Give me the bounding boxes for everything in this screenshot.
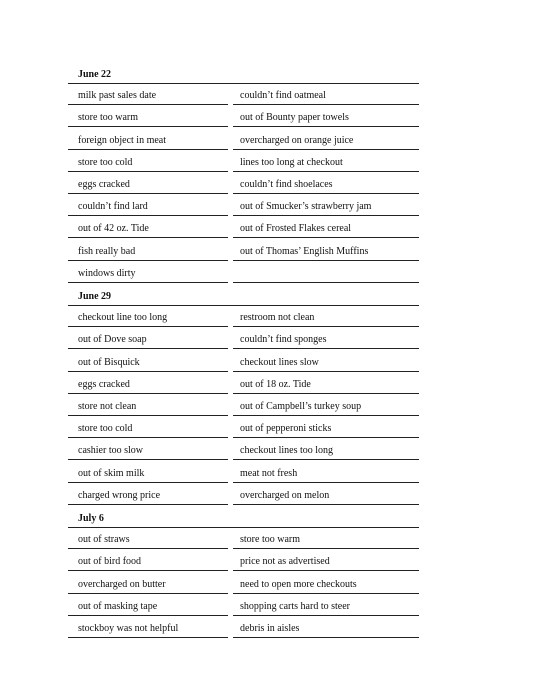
complaint-cell-left bbox=[68, 239, 228, 261]
section-date-label: July 6 bbox=[78, 513, 104, 524]
complaint-text: out of Bisquick bbox=[78, 356, 140, 368]
complaint-cell-right bbox=[233, 305, 419, 327]
complaint-cell-left bbox=[68, 372, 228, 394]
complaint-text: couldn’t find oatmeal bbox=[240, 90, 326, 102]
complaint-cell-right bbox=[233, 327, 419, 349]
complaint-text: out of straws bbox=[78, 534, 130, 546]
section-date-label: June 22 bbox=[78, 69, 112, 80]
complaint-cell-right bbox=[233, 372, 419, 394]
complaint-text: charged wrong price bbox=[78, 489, 161, 501]
complaint-text: milk past sales date bbox=[78, 90, 157, 102]
complaint-cell-right bbox=[233, 350, 419, 372]
complaint-row bbox=[0, 416, 548, 438]
complaint-text: restroom not clean bbox=[240, 312, 315, 324]
complaint-row bbox=[0, 350, 548, 372]
complaint-row bbox=[0, 616, 548, 638]
complaint-text: out of masking tape bbox=[78, 600, 158, 612]
complaint-cell-right bbox=[233, 549, 419, 571]
complaint-cell-right bbox=[233, 461, 419, 483]
complaint-cell-left bbox=[68, 549, 228, 571]
complaint-text: out of skim milk bbox=[78, 467, 145, 479]
complaint-text: need to open more checkouts bbox=[240, 578, 357, 590]
complaint-cell-right bbox=[233, 572, 419, 594]
complaint-cell-right bbox=[233, 150, 419, 172]
complaint-cell-right bbox=[233, 527, 419, 549]
complaint-cell-left bbox=[68, 461, 228, 483]
complaint-text: checkout lines slow bbox=[240, 356, 319, 368]
complaint-cell-left bbox=[68, 216, 228, 238]
complaint-cell-left bbox=[68, 416, 228, 438]
complaint-cell-right bbox=[233, 83, 419, 105]
complaint-row bbox=[0, 128, 548, 150]
section-date-header bbox=[68, 61, 419, 84]
complaint-row bbox=[0, 83, 548, 105]
complaint-cell-right bbox=[233, 483, 419, 505]
complaint-row bbox=[0, 261, 548, 283]
complaint-cell-right bbox=[233, 394, 419, 416]
complaint-cell-left bbox=[68, 172, 228, 194]
complaint-text: lines too long at checkout bbox=[240, 156, 343, 168]
complaint-text: cashier too slow bbox=[78, 445, 143, 457]
complaint-text: eggs cracked bbox=[78, 378, 130, 390]
complaint-text: couldn’t find lard bbox=[78, 201, 148, 213]
complaint-text: out of bird food bbox=[78, 556, 142, 568]
complaint-cell-left bbox=[68, 572, 228, 594]
complaint-cell-right bbox=[233, 105, 419, 127]
complaint-text: checkout lines too long bbox=[240, 445, 334, 457]
complaint-row bbox=[0, 394, 548, 416]
complaint-text: store too warm bbox=[240, 534, 300, 546]
complaint-cell-left bbox=[68, 527, 228, 549]
complaint-row bbox=[0, 438, 548, 460]
complaint-cell-left bbox=[68, 150, 228, 172]
complaint-cell-left bbox=[68, 483, 228, 505]
complaint-row bbox=[0, 150, 548, 172]
complaint-row bbox=[0, 549, 548, 571]
complaint-cell-right bbox=[233, 416, 419, 438]
complaint-text: out of Bounty paper towels bbox=[240, 112, 349, 124]
complaint-text: couldn’t find sponges bbox=[240, 334, 327, 346]
complaint-text: windows dirty bbox=[78, 267, 136, 279]
complaint-text: fish really bad bbox=[78, 245, 136, 257]
complaint-text: out of 18 oz. Tide bbox=[240, 378, 311, 390]
complaint-cell-left bbox=[68, 128, 228, 150]
complaint-cell-left bbox=[68, 616, 228, 638]
complaint-text: foreign object in meat bbox=[78, 134, 167, 146]
complaint-text: overcharged on melon bbox=[240, 489, 330, 501]
complaint-row bbox=[0, 372, 548, 394]
complaint-row bbox=[0, 172, 548, 194]
complaint-text: store too cold bbox=[78, 423, 133, 435]
complaint-text: shopping carts hard to steer bbox=[240, 600, 350, 612]
complaint-cell-left bbox=[68, 194, 228, 216]
complaint-cell-right bbox=[233, 172, 419, 194]
complaint-cell-right bbox=[233, 261, 419, 283]
complaint-text: eggs cracked bbox=[78, 179, 130, 190]
complaint-cell-right bbox=[233, 438, 419, 460]
complaint-row bbox=[0, 527, 548, 549]
complaint-row bbox=[0, 327, 548, 349]
complaint-text: store too cold bbox=[78, 156, 133, 168]
complaint-cell-left bbox=[68, 394, 228, 416]
complaint-cell-right bbox=[233, 239, 419, 261]
complaint-cell-left bbox=[68, 305, 228, 327]
complaint-cell-left bbox=[68, 261, 228, 283]
complaint-text: store not clean bbox=[78, 401, 137, 412]
complaint-cell-right bbox=[233, 594, 419, 616]
complaint-text: out of pepperoni sticks bbox=[240, 423, 332, 435]
complaint-cell-right bbox=[233, 194, 419, 216]
complaint-text: out of 42 oz. Tide bbox=[78, 223, 149, 235]
complaint-row bbox=[0, 305, 548, 327]
complaint-text: store too warm bbox=[78, 112, 138, 124]
complaint-text: overcharged on orange juice bbox=[240, 134, 354, 146]
complaint-text: meat not fresh bbox=[240, 467, 298, 479]
complaint-text: debris in aisles bbox=[240, 623, 300, 634]
complaint-text: checkout line too long bbox=[78, 312, 168, 324]
complaint-row bbox=[0, 461, 548, 483]
complaint-cell-right bbox=[233, 616, 419, 638]
complaint-cell-left bbox=[68, 327, 228, 349]
complaint-cell-right bbox=[233, 128, 419, 150]
section-date-label: June 29 bbox=[78, 291, 112, 302]
complaint-text: out of Thomas’ English Muffins bbox=[240, 245, 369, 257]
complaint-row bbox=[0, 105, 548, 127]
complaint-cell-left bbox=[68, 83, 228, 105]
complaint-text: stockboy was not helpful bbox=[78, 623, 179, 634]
complaint-text: out of Dove soap bbox=[78, 334, 147, 346]
complaint-row bbox=[0, 572, 548, 594]
complaint-cell-left bbox=[68, 105, 228, 127]
complaint-row bbox=[0, 239, 548, 261]
complaint-text: out of Frosted Flakes cereal bbox=[240, 223, 352, 235]
complaint-cell-right bbox=[233, 216, 419, 238]
section-date-header bbox=[68, 283, 419, 306]
complaint-cell-left bbox=[68, 594, 228, 616]
complaint-text: out of Campbell’s turkey soup bbox=[240, 401, 362, 412]
complaint-text: price not as advertised bbox=[240, 556, 330, 568]
complaint-row bbox=[0, 216, 548, 238]
complaint-row bbox=[0, 594, 548, 616]
complaint-row bbox=[0, 194, 548, 216]
complaint-text: out of Smucker’s strawberry jam bbox=[240, 201, 372, 213]
complaint-text: overcharged on butter bbox=[78, 578, 166, 590]
complaint-cell-left bbox=[68, 438, 228, 460]
complaint-text: couldn’t find shoelaces bbox=[240, 179, 333, 190]
complaint-cell-left bbox=[68, 350, 228, 372]
section-date-header bbox=[68, 505, 419, 528]
complaint-row bbox=[0, 483, 548, 505]
